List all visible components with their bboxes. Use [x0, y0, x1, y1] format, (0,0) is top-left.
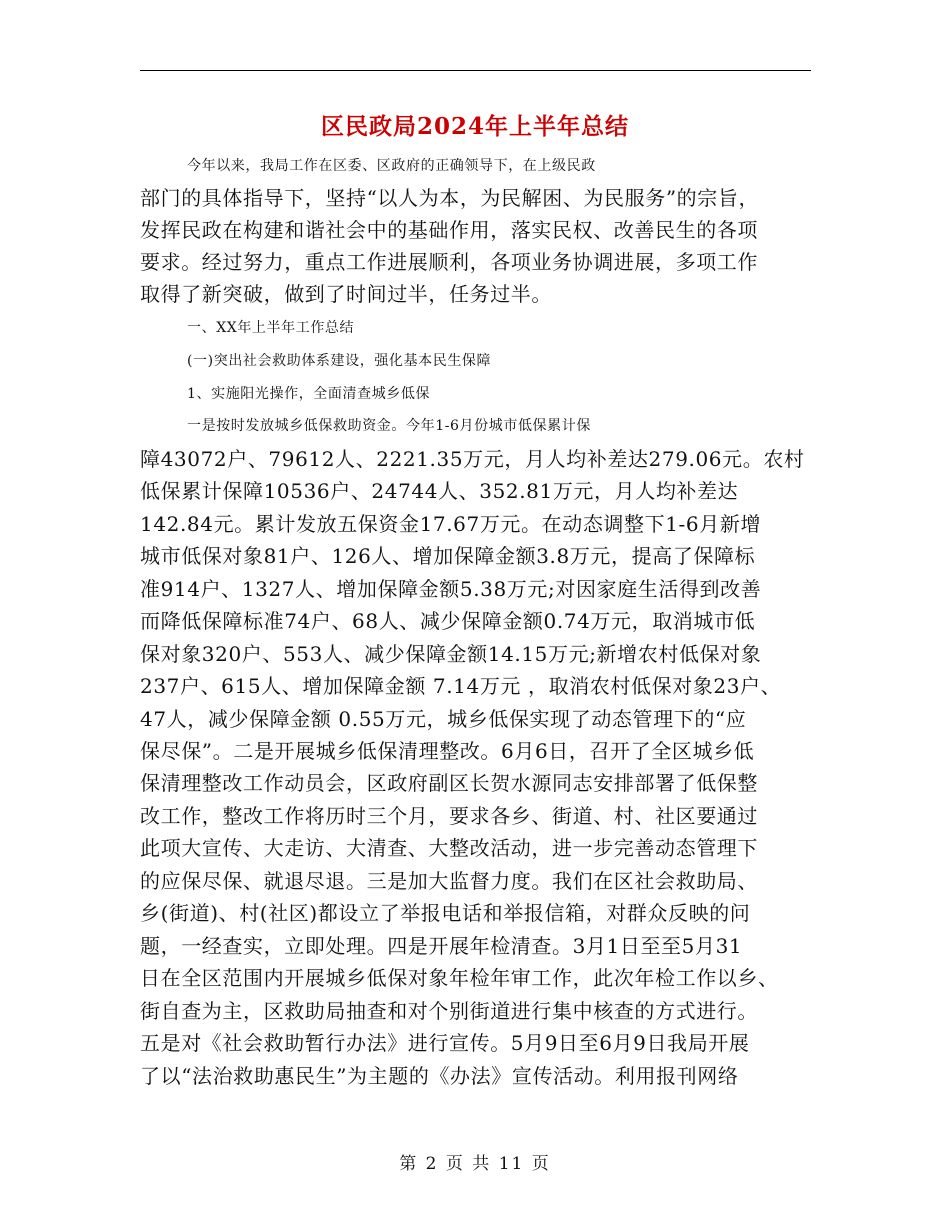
body-line: 障43072户、79612人、2221.35万元，月人均补差达279.06元。农村: [140, 447, 805, 471]
body-line: 街自查为主，区救助局抽查和对个别街道进行集中核查的方式进行。: [140, 999, 758, 1023]
body-line: 要求。经过努力，重点工作进展顺利，各项业务协调进展，多项工作: [140, 250, 758, 274]
item-heading: 1、实施阳光操作，全面清查城乡低保: [187, 386, 431, 402]
body-line: 五是对《社会救助暂行办法》进行宣传。5月9日至6月9日我局开展: [140, 1031, 750, 1055]
body-line: 发挥民政在构建和谐社会中的基础作用，落实民权、改善民生的各项: [140, 218, 758, 242]
document-title: 区民政局2024年上半年总结: [320, 113, 629, 140]
header-rule: [140, 70, 811, 71]
body-line: 取得了新突破，做到了时间过半，任务过半。: [140, 282, 552, 306]
body-line: 一是按时发放城乡低保救助资金。今年1-6月份城市低保累计保: [187, 418, 591, 434]
body-line: 部门的具体指导下，坚持“以人为本，为民解困、为民服务”的宗旨，: [140, 186, 760, 210]
body-line: 保清理整改工作动员会，区政府副区长贺水源同志安排部署了低保整: [140, 771, 758, 795]
body-line: 乡(街道)、村(社区)都设立了举报电话和举报信箱，对群众反映的问: [140, 901, 751, 925]
body-line: 了以“法治救助惠民生”为主题的《办法》宣传活动。利用报刊网络: [140, 1064, 739, 1088]
body-line: 保对象320户、553人、减少保障金额14.15万元;新增农村低保对象: [140, 642, 762, 666]
body-line: 今年以来，我局工作在区委、区政府的正确领导下，在上级民政: [187, 158, 596, 174]
subsection-heading: (一)突出社会救助体系建设，强化基本民生保障: [187, 353, 492, 369]
body-line: 而降低保障标准74户、68人、减少保障金额0.74万元，取消城市低: [140, 609, 756, 633]
body-line: 的应保尽保、就退尽退。三是加大监督力度。我们在区社会救助局、: [140, 869, 758, 893]
body-line: 准914户、1327人、增加保障金额5.38万元;对因家庭生活得到改善: [140, 577, 762, 601]
body-line: 改工作，整改工作将历时三个月，要求各乡、街道、村、社区要通过: [140, 804, 758, 828]
body-line: 低保累计保障10536户、24744人、352.81万元，月人均补差达: [140, 479, 739, 503]
body-line: 题，一经查实，立即处理。四是开展年检清查。3月1日至至5月31: [140, 934, 743, 958]
body-line: 城市低保对象81户、126人、增加保障金额3.8万元，提高了保障标: [140, 544, 756, 568]
body-line: 日在全区范围内开展城乡低保对象年检年审工作，此次年检工作以乡、: [140, 966, 779, 990]
body-line: 47人，减少保障金额 0.55万元，城乡低保实现了动态管理下的“应: [140, 707, 747, 731]
body-line: 237户、615人、增加保障金额 7.14万元 ，取消农村低保对象23户、: [140, 674, 782, 698]
body-line: 142.84元。累计发放五保资金17.67万元。在动态调整下1-6月新增: [140, 512, 762, 536]
body-line: 此项大宣传、大走访、大清查、大整改活动，进一步完善动态管理下: [140, 836, 758, 860]
page-number: 第 2 页 共 11 页: [399, 1154, 551, 1174]
section-heading: 一、XX年上半年工作总结: [187, 320, 355, 336]
body-line: 保尽保”。二是开展城乡低保清理整改。6月6日，召开了全区城乡低: [140, 739, 755, 763]
